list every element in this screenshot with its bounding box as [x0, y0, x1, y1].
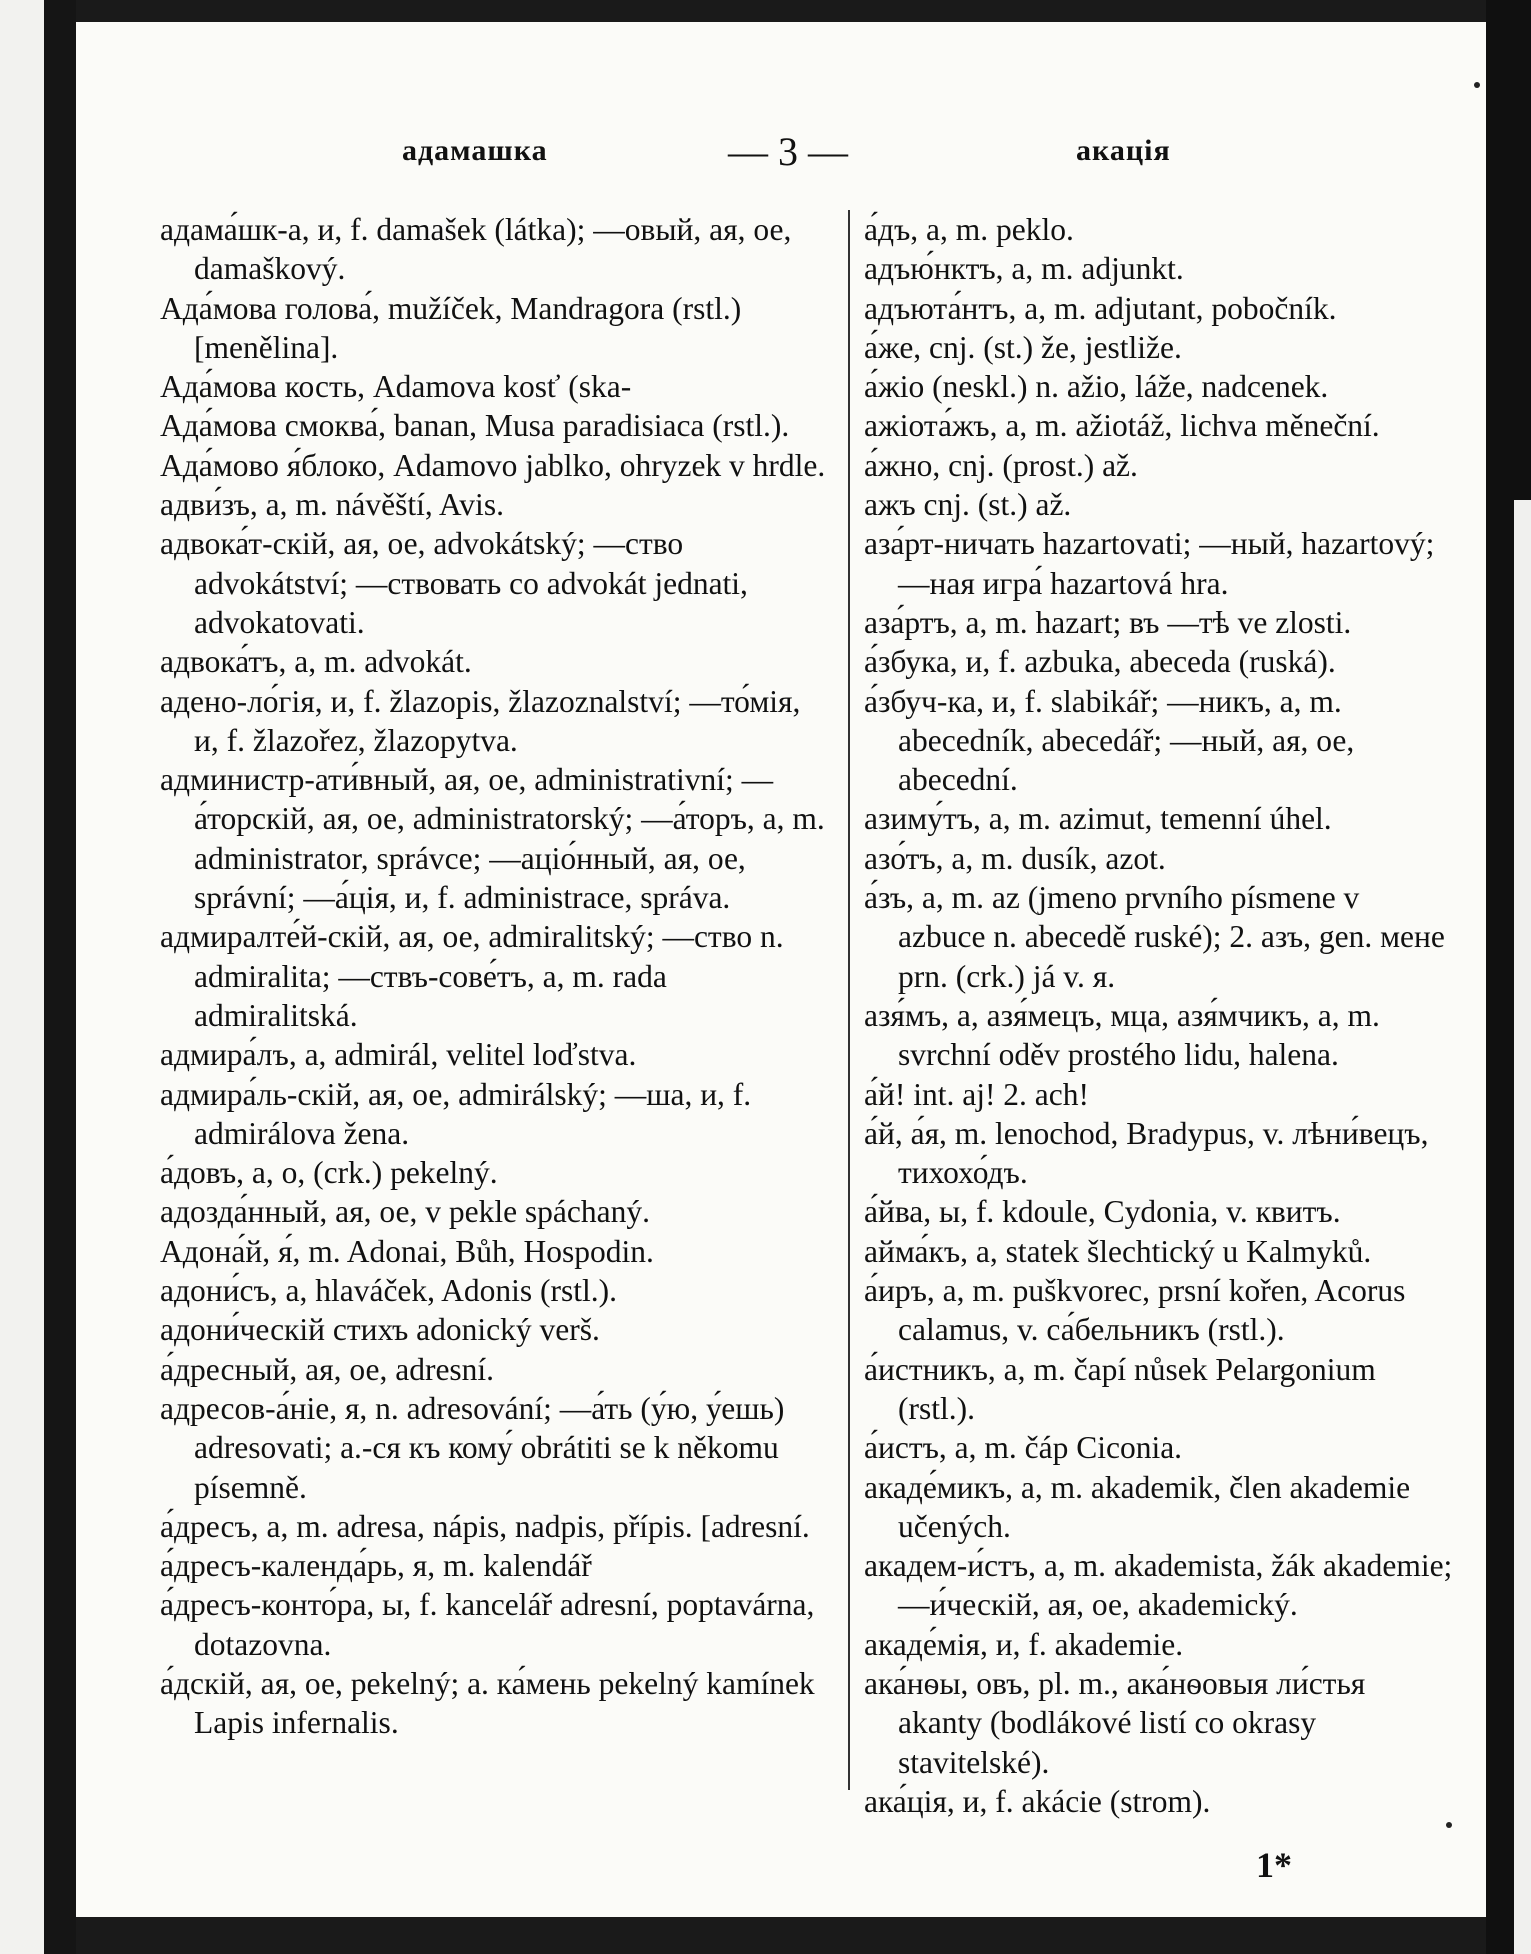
dictionary-entry: адвока́тъ, а, m. advokát. — [160, 644, 472, 680]
dictionary-entry: а́истъ, а, m. čáp Ciconia. — [864, 1430, 1183, 1466]
dictionary-entry: азиму́тъ, а, m. azimut, temenní úhel. — [864, 801, 1332, 837]
scan-paper-edge-right — [1514, 500, 1531, 1954]
dictionary-entry: администр-ати́вный, ая, ое, administrativní; —а́торскій, ая, ое, administratorský; —а́торъ, а, m. administrator, správce; —аціо́нный, ая, ое, správní; —а́ція, и, f. administrace, správa. — [160, 762, 833, 916]
dictionary-entry: айма́къ, а, statek šlechtický u Kalmyků. — [864, 1233, 1372, 1269]
signature-mark: 1* — [1256, 1845, 1292, 1885]
dictionary-entry: адмира́ль-скій, ая, ое, admirálský; —ша, и, f. admirálova žena. — [160, 1076, 760, 1151]
dictionary-entry: академ-и́стъ, а, m. akademista, žák akademie; —и́ческій, ая, ое, akademický. — [864, 1548, 1461, 1623]
dictionary-entry: а́иръ, а, m. puškvorec, prsní kořen, Acorus calamus, v. са́бельникъ (rstl.). — [864, 1273, 1414, 1348]
dictionary-entry: а́довъ, а, о, (crk.) pekelný. — [160, 1155, 498, 1191]
dictionary-entry: а́дскій, ая, ое, pekelný; а. ка́мень pekelný kamínek Lapis infernalis. — [160, 1665, 823, 1741]
dictionary-entry: адама́шк-а, и, f. damašek (látka); —овый, ая, ое, damaškový. — [160, 212, 800, 287]
dictionary-entry: акаде́мія, и, f. akademie. — [864, 1626, 1184, 1662]
dictionary-entry: акаде́микъ, а, m. akademik, člen akademie učených. — [864, 1469, 1419, 1544]
running-head — [76, 129, 1486, 184]
dictionary-entry: азя́мъ, а, азя́мецъ, мца, азя́мчикъ, а, m. svrchní oděv prostého lidu, halena. — [864, 997, 1388, 1073]
dictionary-entry: ажъ cnj. (st.) až. — [864, 487, 1072, 523]
dictionary-entry: ака́нѳы, овъ, pl. m., ака́нѳовыя ли́стья akanty (bodlákové listí co okrasy stavitelské). — [864, 1665, 1374, 1780]
adjacent-page-edge — [0, 0, 44, 1954]
right-column — [864, 210, 1461, 1821]
dictionary-entry: адено-ло́гія, и, f. žlazopis, žlazoznalství; —то́мія, и, f. žlazořez, žlazopytva. — [160, 683, 809, 758]
dictionary-entry: Адона́й, я́, m. Adonai, Bůh, Hospodin. — [160, 1233, 654, 1269]
dictionary-entry: адозда́нный, ая, ое, v pekle spáchaný. — [160, 1194, 651, 1230]
dictionary-entry: адви́зъ, а, m. návěští, Avis. — [160, 487, 504, 523]
dictionary-entry: Ада́мова голова́, mužíček, Mandragora (rstl.) [menělina]. — [160, 290, 750, 365]
dictionary-entry: а́й, а́я, m. lenochod, Bradypus, v. лѣни́вецъ, тихохо́дъ. — [864, 1115, 1437, 1191]
dictionary-entry: а́истникъ, а, m. čapí nůsek Pelargonium (rstl.). — [864, 1351, 1384, 1426]
dictionary-entry: а́жіо (neskl.) n. ažio, láže, nadcenek. — [864, 369, 1329, 405]
column-divider — [848, 210, 850, 1790]
dictionary-entry: а́й! int. aj! 2. ach! — [864, 1076, 1090, 1112]
dictionary-entry: а́дъ, а, m. peklo. — [864, 212, 1074, 247]
dictionary-entry: адмира́лъ, а, admirál, velitel loďstva. — [160, 1037, 637, 1073]
left-column — [160, 210, 833, 1743]
print-speck — [1446, 1822, 1452, 1828]
page-number: — 3 — — [728, 129, 848, 174]
dictionary-entry: адони́ческій стихъ adonický verš. — [160, 1312, 600, 1348]
dictionary-entry: ажіота́жъ, а, m. ažiotáž, lichva měneční. — [864, 408, 1380, 444]
header-left-catchword: адамашка — [402, 134, 548, 167]
dictionary-entry: азо́тъ, а, m. dusík, azot. — [864, 840, 1166, 876]
dictionary-entry: Ада́мова смоква́, banan, Musa paradisiaca (rstl.). — [160, 408, 790, 444]
dictionary-entry: а́дресъ, а, m. adresa, nápis, nadpis, přípis. [adresní. — [160, 1508, 810, 1544]
dictionary-entry: а́дресъ-конто́ра, ы, f. kancelář adresní, poptavárna, dotazovna. — [160, 1587, 823, 1662]
dictionary-entry: а́збуч-ка, и, f. slabikář; —никъ, а, m. abecedník, abecedář; —ный, ая, ое, abecední. — [864, 683, 1363, 798]
dictionary-entry: аза́ртъ, а, m. hazart; въ —тѣ ve zlosti. — [864, 604, 1352, 640]
dictionary-entry: адресов-а́ніе, я, n. adresování; —а́ть (у́ю, у́ешь) adresovati; а.-ся къ кому́ obrátiti se k někomu písemně. — [160, 1390, 793, 1505]
header-right-catchword: акація — [1076, 134, 1171, 167]
dictionary-entry: а́же, cnj. (st.) že, jestliže. — [864, 329, 1182, 365]
dictionary-entry: Ада́мова кость, Adamova kosť (ska- — [160, 369, 632, 405]
dictionary-entry: а́йва, ы, f. kdoule, Cydonia, v. квитъ. — [864, 1194, 1341, 1230]
dictionary-entry: а́жно, cnj. (prost.) až. — [864, 447, 1138, 483]
dictionary-entry: адони́съ, а, hlaváček, Adonis (rstl.). — [160, 1273, 618, 1309]
print-speck — [1474, 82, 1480, 88]
dictionary-entry: а́дресный, ая, ое, adresní. — [160, 1351, 495, 1387]
dictionary-entry: адвока́т-скій, ая, ое, advokátský; —ство advokátství; —ствовать co advokát jednati, advokatovati. — [160, 526, 756, 640]
dictionary-entry: аза́рт-ничать hazartovati; —ный, hazartový; —ная игра́ hazartová hra. — [864, 526, 1443, 601]
dictionary-entry: Ада́мово я́блоко, Adamovo jablko, ohryzek v hrdle. — [160, 447, 826, 483]
dictionary-entry: ака́ція, и, f. akácie (strom). — [864, 1783, 1211, 1819]
dictionary-entry: адъюта́нтъ, а, m. adjutant, pobočník. — [864, 290, 1337, 326]
dictionary-entry: а́збука, и, f. azbuka, abeceda (ruská). — [864, 644, 1336, 680]
dictionary-page — [76, 22, 1486, 1917]
dictionary-entry: а́дресъ-календа́рь, я, m. kalendář — [160, 1548, 592, 1584]
dictionary-entry: адъю́нктъ, а, m. adjunkt. — [864, 251, 1184, 287]
dictionary-entry: а́зъ, а, m. az (jmeno prvního písmene v azbuce n. abecedě ruské); 2. азъ, gen. мене prn. (crk.) já v. я. — [864, 880, 1453, 994]
dictionary-entry: адмиралте́й-скій, ая, ое, admiralitský; —ство n. admiralita; —ствъ-сове́тъ, а, m. rada admiralitská. — [160, 919, 792, 1033]
scan-gutter — [44, 0, 76, 1954]
